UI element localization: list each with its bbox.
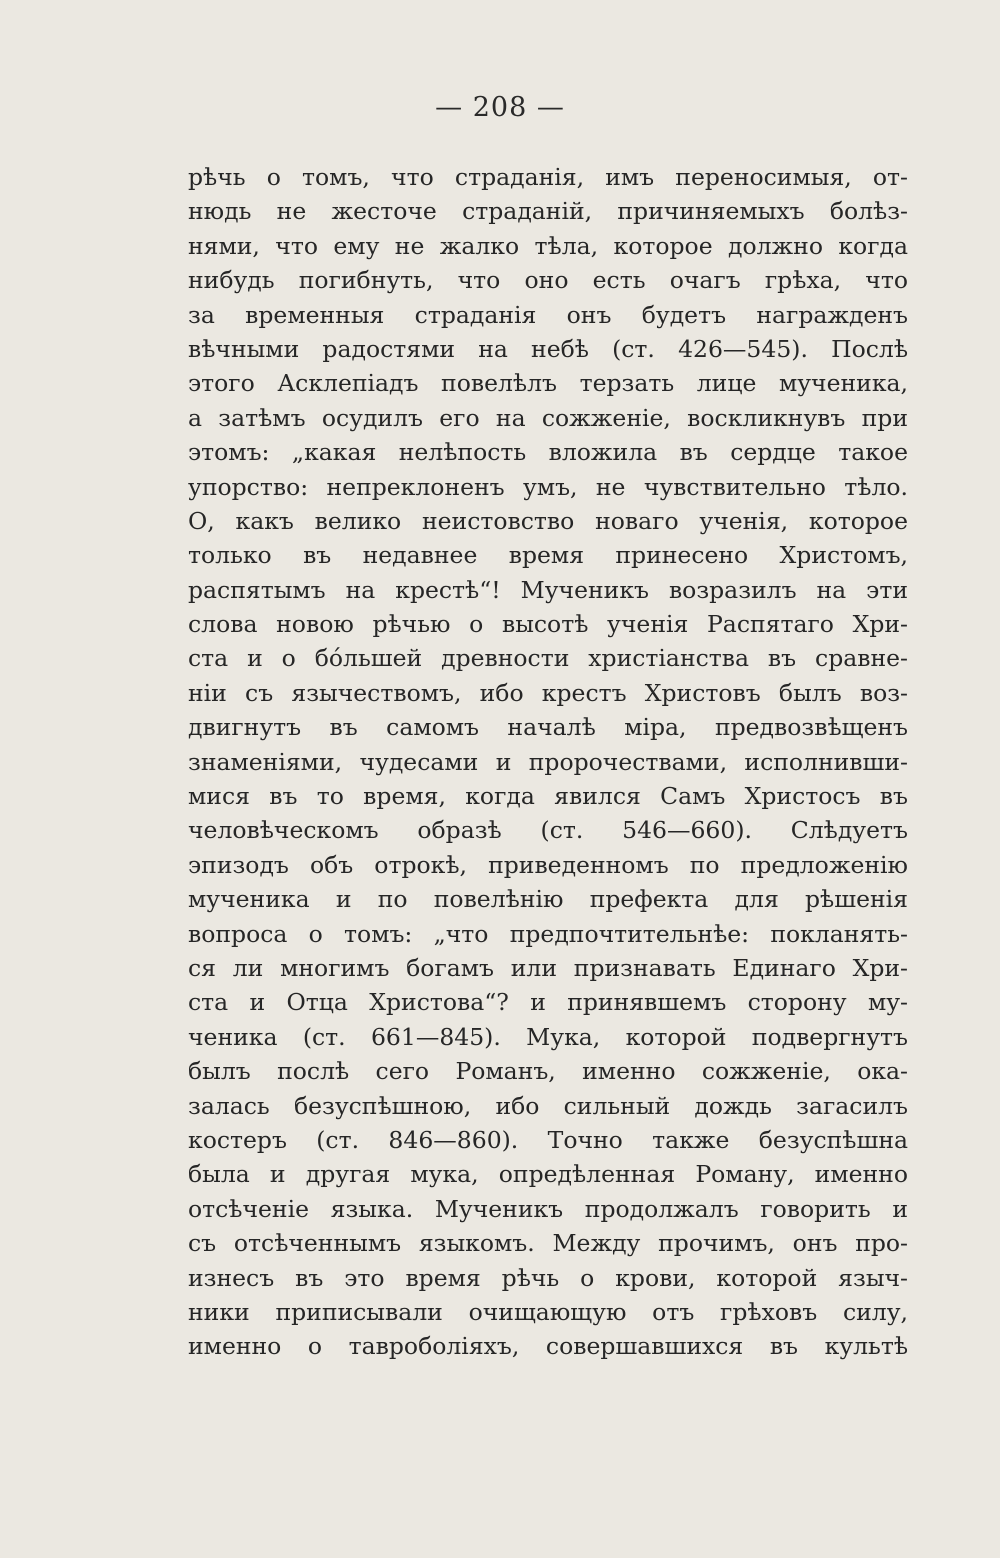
text-line: съ отсѣченнымъ языкомъ. Между прочимъ, онъ про- <box>188 1229 908 1258</box>
text-line: только въ недавнее время принесено Христомъ, <box>188 541 908 570</box>
text-line: нями, что ему не жалко тѣла, которое должно когда <box>188 231 908 260</box>
body-text <box>188 160 908 1364</box>
text-line: нибудь погибнуть, что оно есть очагъ грѣха, что <box>188 266 908 295</box>
text-line: залась безуспѣшною, ибо сильный дождь загасилъ <box>188 1091 908 1120</box>
text-line: человѣческомъ образѣ (ст. 546—660). Слѣдуетъ <box>188 816 908 845</box>
text-line: мися въ то время, когда явился Самъ Христосъ въ <box>188 782 908 811</box>
text-line: была и другая мука, опредѣленная Роману, именно <box>188 1160 908 1189</box>
text-line: мученика и по повелѣнію префекта для рѣшенія <box>188 885 908 914</box>
text-line: этого Асклепіадъ повелѣлъ терзать лице мученика, <box>188 369 908 398</box>
text-line: рѣчь о томъ, что страданія, имъ переносимыя, от- <box>188 163 908 191</box>
text-line: ніи съ язычествомъ, ибо крестъ Христовъ былъ воз- <box>188 678 908 707</box>
text-line: этомъ: „какая нелѣпость вложила въ сердце такое <box>188 438 908 467</box>
text-line: нюдь не жесточе страданій, причиняемыхъ болѣз- <box>188 197 908 226</box>
text-line: а затѣмъ осудилъ его на сожженіе, воскликнувъ при <box>188 403 908 432</box>
text-line: эпизодъ объ отрокѣ, приведенномъ по предложенію <box>188 850 908 879</box>
text-line: именно о тавроболіяхъ, совершавшихся въ культѣ <box>188 1332 908 1361</box>
text-line: ся ли многимъ богамъ или признавать Единаго Хри- <box>188 953 908 982</box>
text-line: ста и о бóльшей древности христіанства въ сравне- <box>188 644 908 673</box>
text-line: отсѣченіе языка. Мученикъ продолжалъ говорить и <box>188 1194 908 1223</box>
text-line: слова новою рѣчью о высотѣ ученія Распятаго Хри- <box>188 610 908 639</box>
text-line: ченика (ст. 661—845). Мука, которой подвергнутъ <box>188 1022 908 1051</box>
text-line: знаменіями, чудесами и пророчествами, исполнивши- <box>188 747 908 776</box>
text-line: костеръ (ст. 846—860). Точно также безуспѣшна <box>188 1125 908 1154</box>
text-line: ники приписывали очищающую отъ грѣховъ силу, <box>188 1297 908 1326</box>
text-line: вѣчными радостями на небѣ (ст. 426—545). Послѣ <box>188 334 908 363</box>
text-line: двигнутъ въ самомъ началѣ міра, предвозвѣщенъ <box>188 713 908 742</box>
text-line: упорство: непреклоненъ умъ, не чувствительно тѣло. <box>188 472 908 501</box>
text-line: распятымъ на крестѣ“! Мученикъ возразилъ на эти <box>188 575 908 604</box>
text-line: вопроса о томъ: „что предпочтительнѣе: покланять- <box>188 919 908 948</box>
text-line: изнесъ въ это время рѣчь о крови, которой языч- <box>188 1263 908 1292</box>
text-line: былъ послѣ сего Романъ, именно сожженіе, ока- <box>188 1057 908 1086</box>
text-line: ста и Отца Христова“? и принявшемъ сторону му- <box>188 988 908 1017</box>
page-number: — 208 — <box>435 92 565 123</box>
text-line: за временныя страданія онъ будетъ награжденъ <box>188 300 908 329</box>
text-line: О, какъ велико неистовство новаго ученія, которое <box>188 506 908 535</box>
